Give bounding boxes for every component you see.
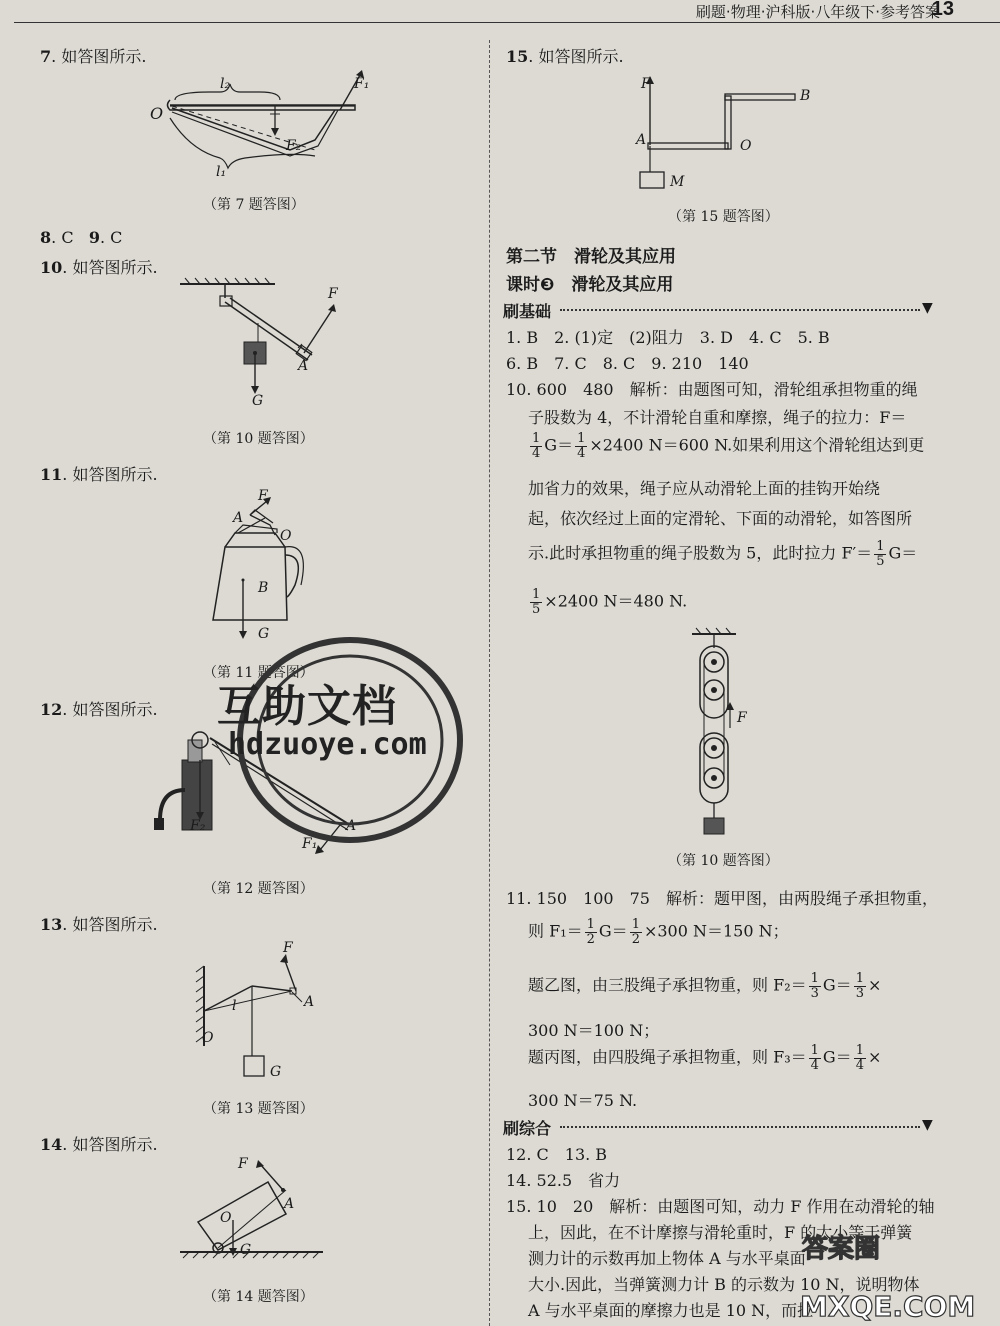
- q12-label-A: A: [346, 818, 357, 834]
- q14-label-A: A: [284, 1196, 295, 1212]
- q10-analysis-head: 10. 600 480 解析：由题图可知，滑轮组承担物重的绳: [506, 380, 918, 399]
- q11-analysis-head: 11. 150 100 75 解析：题甲图，由两股绳子承担物重，: [506, 889, 938, 908]
- watermark-chinese: 互助文档: [217, 681, 397, 732]
- q13-caption: （第 13 题答图）: [203, 1101, 314, 1117]
- q11-label-G: G: [258, 626, 270, 642]
- q15b-analysis-line3: 测力计的示数再加上物体 A 与水平桌面: [528, 1249, 806, 1268]
- q12-label-F2: F₂: [190, 818, 206, 834]
- running-header: 刷题·物理·沪科版·八年级下·参考答案: [695, 3, 940, 21]
- q7-label-F2: F₂: [286, 138, 302, 154]
- q10-analysis-line2: 子股数为 4，不计滑轮自重和摩擦，绳子的拉力：F＝: [528, 408, 907, 427]
- q7-label-F1: F₁: [354, 76, 370, 92]
- combo-heading: 刷综合: [503, 1119, 552, 1138]
- page-number: 13: [931, 0, 954, 20]
- basic-triangle-icon: ▼: [922, 300, 933, 316]
- answers-1-5: 1. B 2. (1)定 (2)阻力 3. D 4. C 5. B: [506, 328, 830, 347]
- q13-label: 13. 如答图所示.: [40, 915, 158, 934]
- q14-label-F: F: [238, 1156, 248, 1172]
- q10-analysis-line3: $\frac{1}{4}$ G＝ $\frac{1}{4}$ ×2400 N＝600 N.如果利用这个滑轮组达到更: [532, 431, 925, 461]
- q14-box-diagram: [178, 1152, 328, 1272]
- q7-caption: （第 7 题答图）: [203, 197, 305, 213]
- q11-analysis-line4: 300 N＝100 N；: [528, 1021, 660, 1040]
- q14-caption: （第 14 题答图）: [203, 1289, 314, 1305]
- q15-label-A: A: [636, 132, 647, 148]
- q11-label-F: F: [258, 488, 268, 504]
- q10-label-F: F: [328, 286, 338, 302]
- q11-caption: （第 11 题答图）: [203, 665, 314, 681]
- header-rule: [14, 22, 1000, 23]
- q15-label-F: F: [641, 76, 651, 92]
- q15-label: 15. 如答图所示.: [506, 47, 624, 66]
- q7-lever-diagram: [150, 70, 380, 190]
- q11-analysis-line6: 300 N＝75 N.: [528, 1091, 638, 1110]
- section-title: 第二节 滑轮及其应用: [506, 247, 676, 267]
- q13-label-l: l: [232, 998, 237, 1014]
- answer-14: 14. 52.5 省力: [506, 1171, 621, 1190]
- lesson-title: 课时❸ 滑轮及其应用: [506, 275, 674, 295]
- q7-label-l1: l₁: [216, 164, 227, 180]
- q8-q9-answers: 8. C 9. C: [40, 228, 123, 247]
- q10-analysis-line6: 示.此时承担物重的绳子股数为 5，此时拉力 F′＝ $\frac{1}{5}$ G＝: [528, 539, 918, 569]
- q15-crank-diagram: [630, 70, 810, 200]
- q11-label: 11. 如答图所示.: [40, 465, 158, 484]
- watermark-url: hdzuoye.com: [228, 727, 427, 762]
- q10-pulley-diagram: [680, 628, 750, 838]
- q15-label-O: O: [740, 138, 752, 154]
- q11-analysis-line2: 则 F₁＝ $\frac{1}{2}$ G＝ $\frac{1}{2}$ ×300 N＝150 N；: [528, 917, 789, 947]
- q11-analysis-line3: 题乙图，由三股绳子承担物重，则 F₂＝ $\frac{1}{3}$ G＝ $\frac{1}{3}$ ×: [528, 971, 882, 1001]
- q12-label-F1: F₁: [302, 836, 318, 852]
- q13-label-A: A: [304, 994, 315, 1010]
- q10-label-G: G: [252, 393, 264, 409]
- combo-dotted-rule: [560, 1126, 920, 1128]
- q11-label-A: A: [233, 510, 244, 526]
- answers-6-9: 6. B 7. C 8. C 9. 210 140: [506, 354, 749, 373]
- q10-caption: （第 10 题答图）: [203, 431, 314, 447]
- q12-caption: （第 12 题答图）: [203, 881, 314, 897]
- q13-label-G: G: [270, 1064, 282, 1080]
- q15-label-M: M: [670, 174, 685, 190]
- q10-label-A: A: [298, 358, 309, 374]
- q13-label-F: F: [283, 940, 293, 956]
- q14-label-G: G: [240, 1242, 252, 1258]
- q14-label-O: O: [220, 1210, 232, 1226]
- watermark-brand: 答案圈: [802, 1234, 881, 1264]
- q15b-analysis-line2: 上，因此，在不计摩擦与滑轮重时，F 的大小等于弹簧: [528, 1223, 913, 1242]
- q10-analysis-line4: 加省力的效果，绳子应从动滑轮上面的挂钩开始绕: [528, 479, 881, 498]
- q15b-analysis-line5: A 与水平桌面的摩擦力也是 10 N，而拉: [528, 1301, 814, 1320]
- q7-label: 7. 如答图所示.: [40, 47, 147, 66]
- q14-label: 14. 如答图所示.: [40, 1135, 158, 1154]
- q10-label: 10. 如答图所示.: [40, 258, 158, 277]
- answers-12-13: 12. C 13. B: [506, 1145, 608, 1164]
- q10-analysis-line7: $\frac{1}{5}$ ×2400 N＝480 N.: [532, 587, 688, 617]
- q12-label: 12. 如答图所示.: [40, 700, 158, 719]
- q11-label-O: O: [280, 528, 292, 544]
- q11-analysis-line5: 题丙图，由四股绳子承担物重，则 F₃＝ $\frac{1}{4}$ G＝ $\frac{1}{4}$ ×: [528, 1043, 882, 1073]
- q15-label-B: B: [800, 88, 811, 104]
- q11-label-B: B: [258, 580, 269, 596]
- q15b-analysis-head: 15. 10 20 解析：由题图可知，动力 F 作用在动滑轮的轴: [506, 1197, 935, 1216]
- q10-pulley-caption: （第 10 题答图）: [668, 853, 779, 869]
- q7-label-O: O: [150, 104, 164, 123]
- watermark-site: MXQE.COM: [800, 1290, 976, 1323]
- q7-label-l2: l₂: [220, 76, 231, 92]
- q15b-analysis-line4: 大小.因此，当弹簧测力计 B 的示数为 10 N，说明物体: [528, 1275, 920, 1294]
- q15-caption: （第 15 题答图）: [668, 209, 779, 225]
- q10-pulley-label-F: F: [737, 710, 747, 726]
- q10-analysis-line5: 起，依次经过上面的定滑轮、下面的动滑轮，如答图所: [528, 509, 913, 528]
- basic-dotted-rule: [560, 309, 920, 311]
- q13-bracket-diagram: [192, 936, 322, 1086]
- q13-label-O: O: [202, 1030, 214, 1046]
- basic-heading: 刷基础: [503, 302, 552, 321]
- combo-triangle-icon: ▼: [922, 1117, 933, 1133]
